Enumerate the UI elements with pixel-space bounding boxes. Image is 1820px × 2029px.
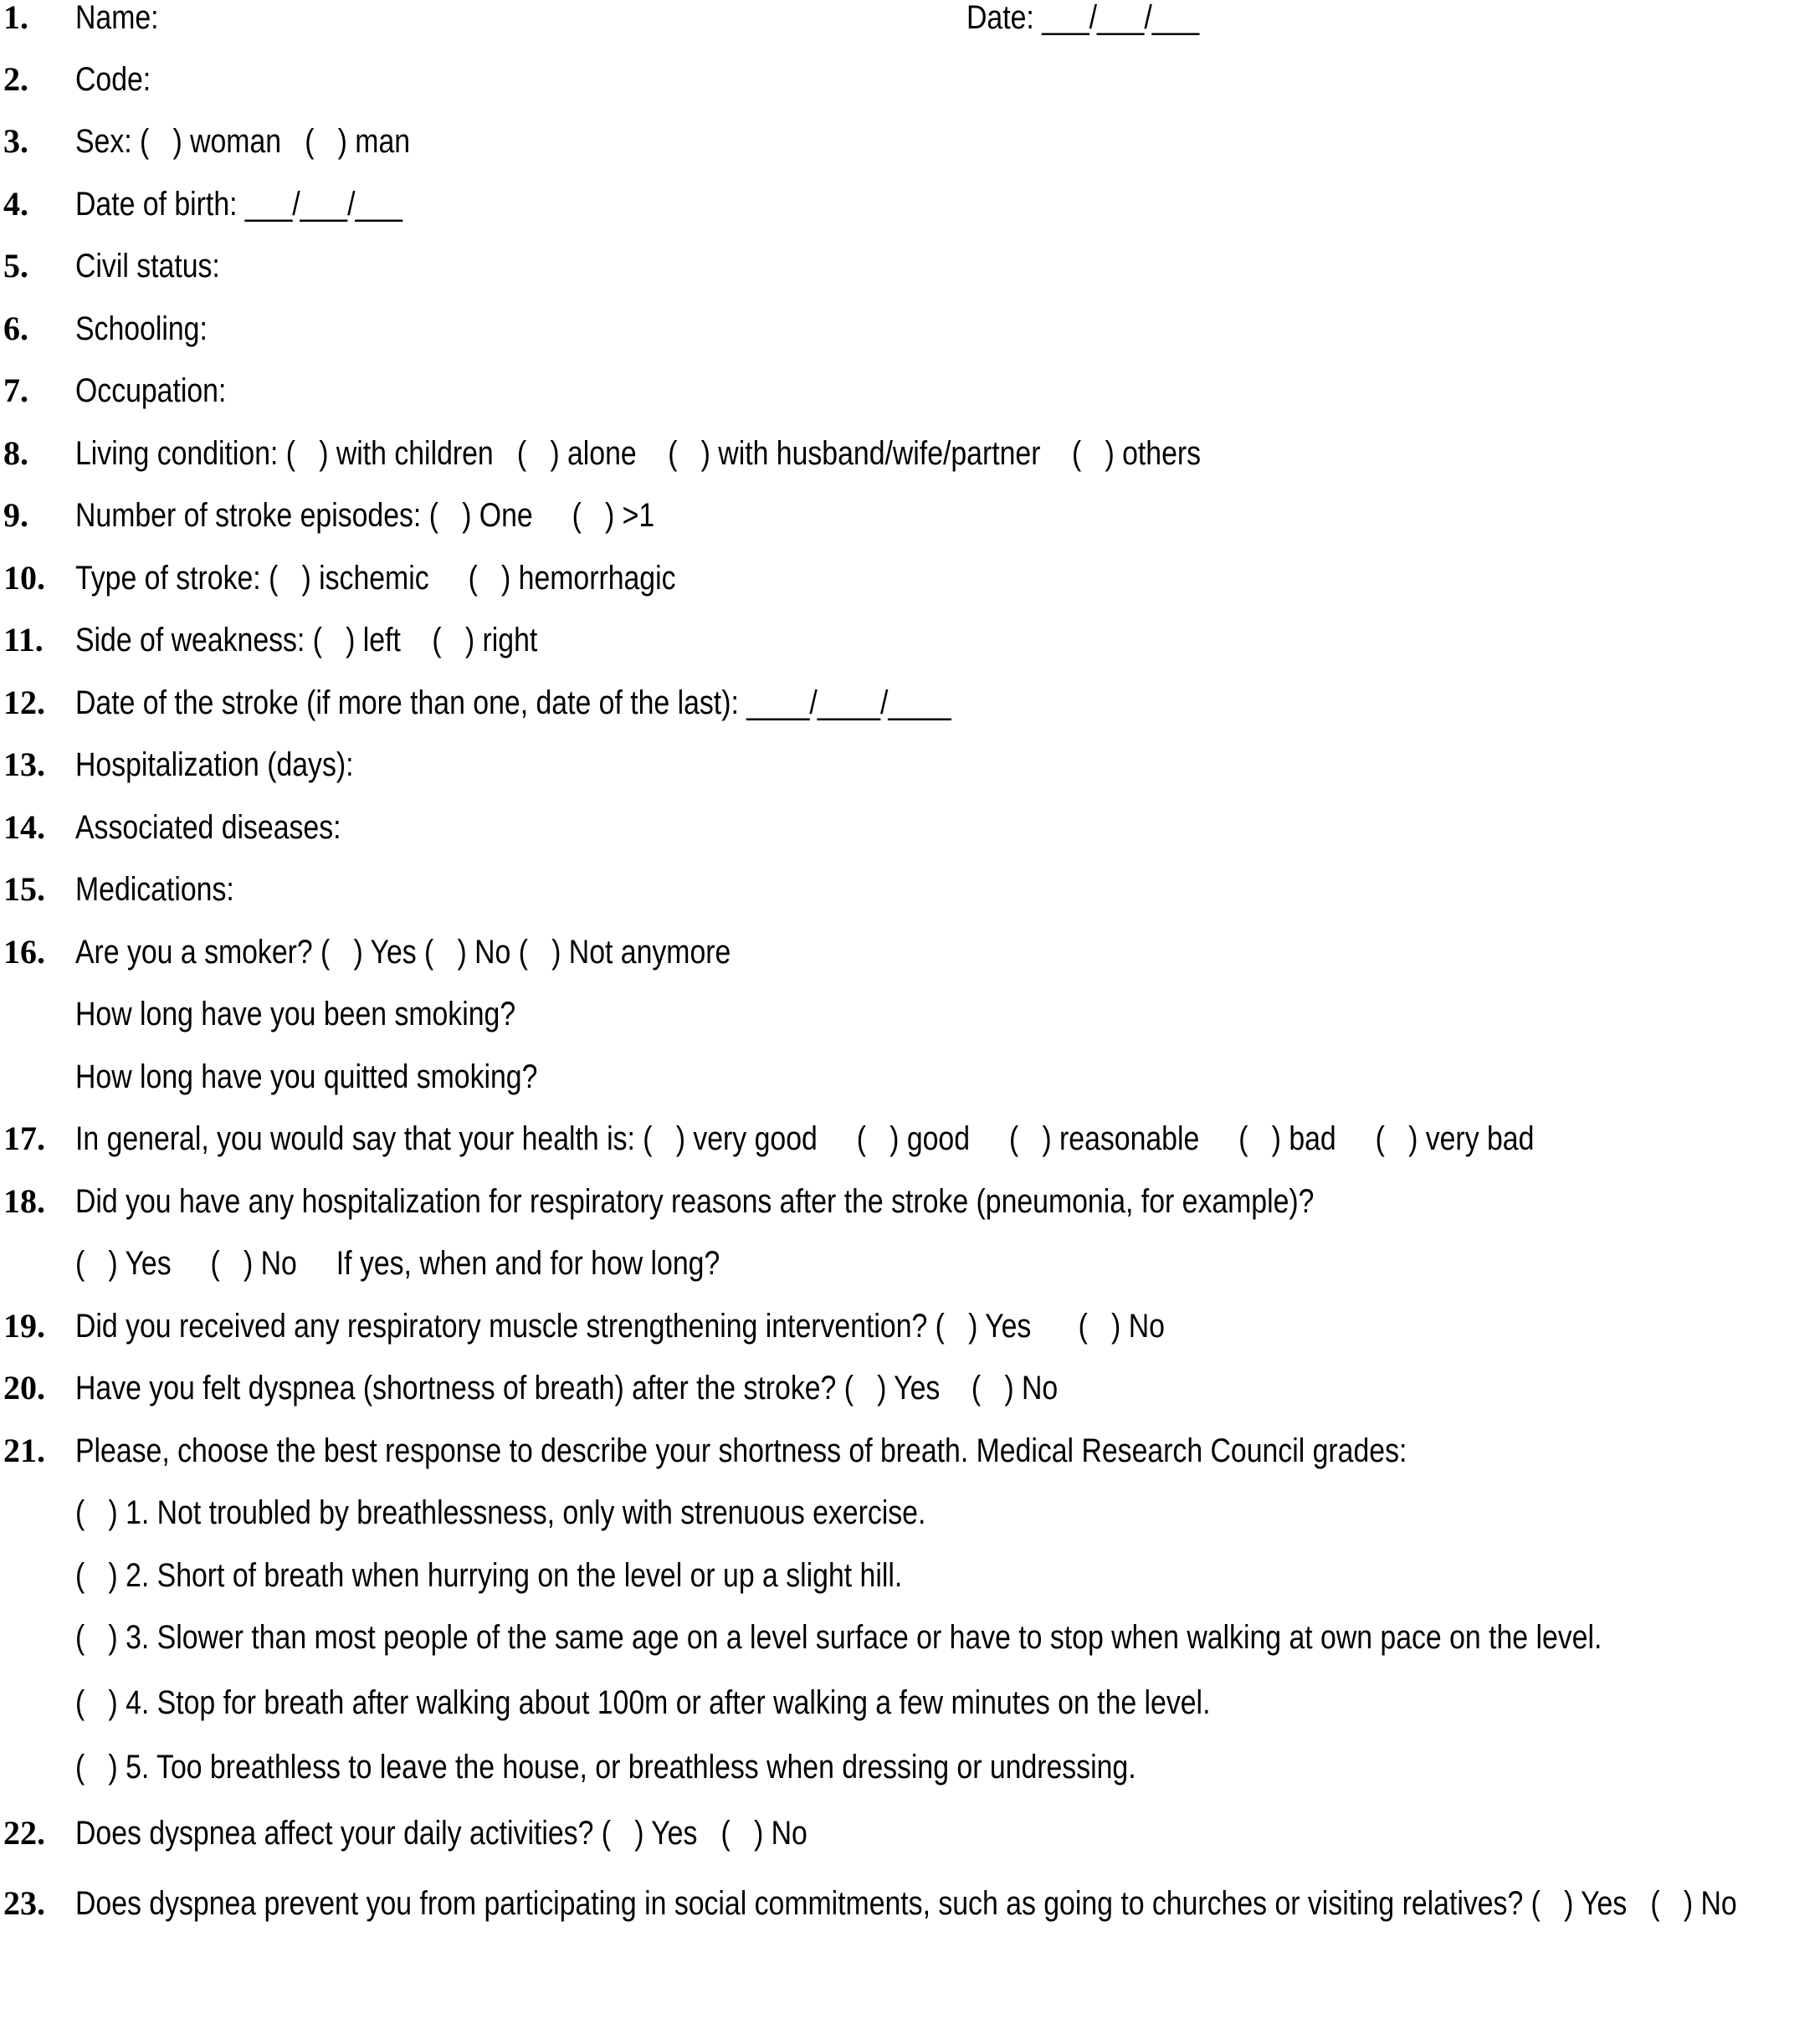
question-number: 13. (3, 746, 45, 783)
question-6-row (0, 304, 208, 354)
civil-status-label: Civil status: (75, 248, 220, 284)
question-number: 2. (3, 60, 28, 98)
question-22-row (0, 1808, 807, 1858)
question-number: 4. (3, 185, 28, 223)
mrc-grades-question: Please, choose the best response to describe your shortness of breath. Medical Research Council grades: (75, 1432, 1407, 1469)
question-11-row (0, 615, 538, 665)
question-20-row (0, 1363, 1059, 1413)
medications-label: Medications: (75, 871, 234, 908)
code-field-label: Code: (75, 61, 151, 98)
question-13-row (0, 740, 354, 790)
question-number: 7. (3, 371, 28, 409)
question-number: 8. (3, 434, 28, 472)
sex-question: Sex: ( ) woman ( ) man (75, 123, 411, 160)
question-number: 16. (3, 933, 45, 971)
smoker-question: Are you a smoker? ( ) Yes ( ) No ( ) Not anymore (75, 934, 731, 971)
question-number: 9. (3, 496, 28, 534)
question-number: 19. (3, 1307, 45, 1345)
question-4-row (0, 179, 402, 229)
stroke-date-field: Date of the stroke (if more than one, date of the last): ____/____/____ (75, 684, 951, 721)
stroke-type-question: Type of stroke: ( ) ischemic ( ) hemorrhagic (75, 560, 676, 597)
question-8-row (0, 428, 1202, 479)
hospitalization-days-label: Hospitalization (days): (75, 746, 354, 783)
question-number: 17. (3, 1120, 45, 1157)
question-12-row (0, 678, 951, 728)
question-1-row (0, 0, 1200, 43)
weakness-side-question: Side of weakness: ( ) left ( ) right (75, 622, 538, 658)
question-number: 18. (3, 1182, 45, 1220)
question-21-row (0, 1426, 1407, 1476)
question-number: 22. (3, 1814, 45, 1852)
question-number: 21. (3, 1432, 45, 1469)
question-number: 6. (3, 310, 28, 347)
occupation-label: Occupation: (75, 372, 227, 409)
question-17-row (0, 1114, 1535, 1164)
social-commitments-question: Does dyspnea prevent you from participating in social commitments, such as going to churches or visiting relatives? ( ) Yes ( ) No (75, 1885, 1737, 1922)
quit-smoking-duration-question: How long have you quitted smoking? (75, 1058, 538, 1095)
mrc-grade-option (0, 1550, 903, 1601)
mrc-grade-5: ( ) 5. Too breathless to leave the house, or breathless when dressing or undressing. (75, 1749, 1136, 1786)
question-number: 5. (3, 247, 28, 284)
respiratory-hospitalization-question: Did you have any hospitalization for respiratory reasons after the stroke (pneumonia, for example)? (75, 1183, 1315, 1220)
name-field-label: Name: (75, 0, 159, 36)
question-number: 11. (3, 621, 44, 658)
question-15-row (0, 864, 234, 915)
question-19-row (0, 1301, 1165, 1351)
mrc-grade-option (0, 1612, 1602, 1663)
smoking-duration-question: How long have you been smoking? (75, 996, 516, 1032)
mrc-grade-1: ( ) 1. Not troubled by breathlessness, only with strenuous exercise. (75, 1494, 926, 1531)
date-of-birth-field: Date of birth: ___/___/___ (75, 186, 402, 223)
question-16-sub-row (0, 1052, 538, 1102)
question-16-row (0, 927, 731, 977)
question-number: 3. (3, 122, 28, 160)
mrc-grade-4: ( ) 4. Stop for breath after walking about 100m or after walking a few minutes on the level. (75, 1684, 1211, 1721)
question-18-row (0, 1176, 1315, 1227)
question-number: 10. (3, 559, 45, 597)
question-number: 1. (3, 0, 28, 36)
date-field: Date: ___/___/___ (966, 0, 1200, 36)
stroke-episodes-question: Number of stroke episodes: ( ) One ( ) >1 (75, 497, 655, 534)
question-number: 20. (3, 1369, 45, 1406)
mrc-grade-2: ( ) 2. Short of breath when hurrying on the level or up a slight hill. (75, 1557, 903, 1594)
living-condition-question: Living condition: ( ) with children ( ) alone ( ) with husband/wife/partner ( ) others (75, 435, 1202, 472)
question-5-row (0, 241, 220, 291)
associated-diseases-label: Associated diseases: (75, 809, 341, 846)
general-health-question: In general, you would say that your health is: ( ) very good ( ) good ( ) reasonable ( ) bad ( ) very bad (75, 1120, 1535, 1157)
mrc-grade-3: ( ) 3. Slower than most people of the same age on a level surface or have to stop when walking at own pace on the level. (75, 1619, 1602, 1656)
question-14-row (0, 802, 341, 853)
question-10-row (0, 553, 676, 603)
question-7-row (0, 366, 227, 416)
question-number: 14. (3, 808, 45, 846)
daily-activities-question: Does dyspnea affect your daily activities? ( ) Yes ( ) No (75, 1815, 807, 1852)
mrc-grade-option (0, 1488, 926, 1538)
question-9-row (0, 490, 655, 541)
question-2-row (0, 54, 151, 105)
question-number: 12. (3, 684, 45, 721)
dyspnea-question: Have you felt dyspnea (shortness of breath) after the stroke? ( ) Yes ( ) No (75, 1370, 1059, 1406)
question-16-sub-row (0, 989, 516, 1039)
mrc-grade-option (0, 1678, 1211, 1728)
respiratory-hospitalization-options: ( ) Yes ( ) No If yes, when and for how long? (75, 1245, 720, 1282)
muscle-strengthening-question: Did you received any respiratory muscle strengthening intervention? ( ) Yes ( ) No (75, 1308, 1165, 1345)
question-number: 23. (3, 1884, 45, 1922)
question-18-sub-row (0, 1238, 720, 1289)
question-3-row (0, 116, 411, 167)
mrc-grade-option (0, 1742, 1136, 1792)
schooling-label: Schooling: (75, 310, 208, 347)
question-number: 15. (3, 870, 45, 908)
question-23-row (0, 1878, 1737, 1929)
